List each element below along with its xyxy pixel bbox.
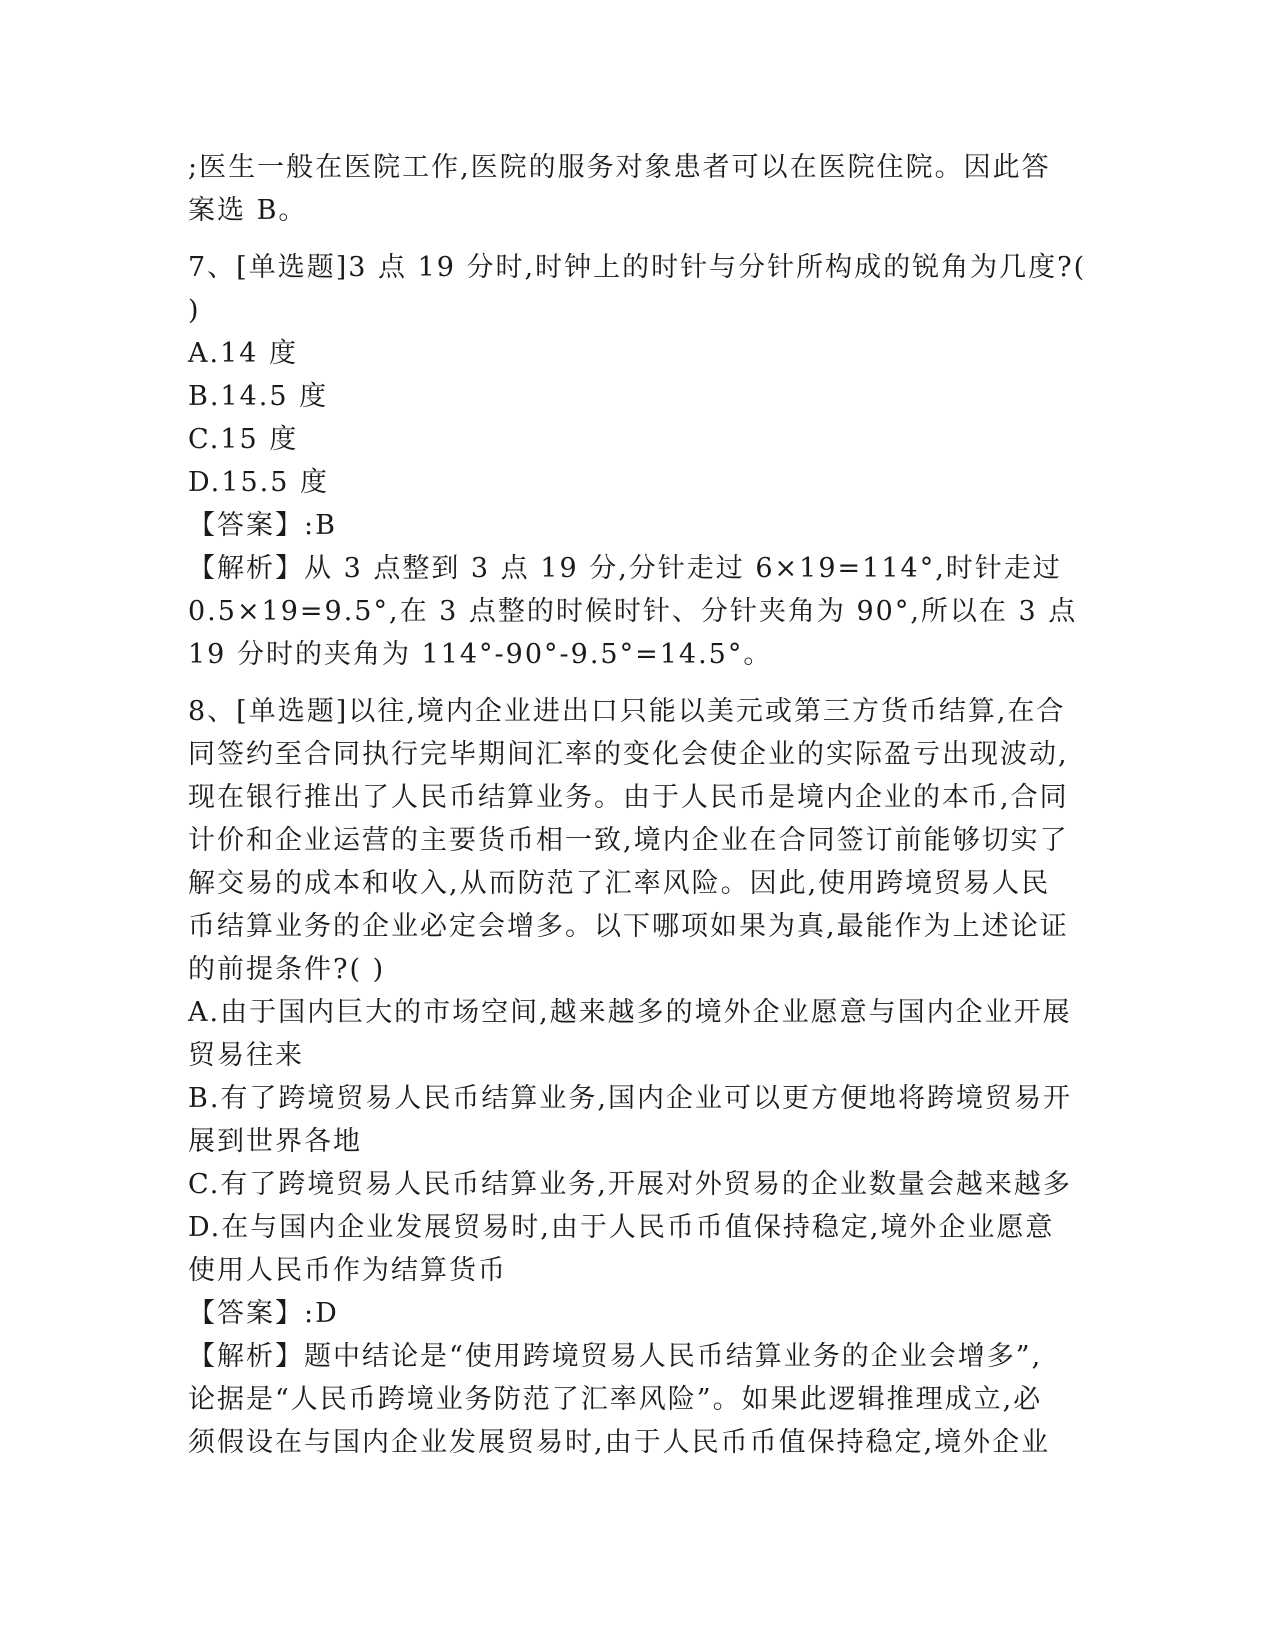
analysis-line: 须假设在与国内企业发展贸易时,由于人民币币值保持稳定,境外企业 (188, 1427, 1051, 1458)
previous-analysis-tail (188, 146, 1088, 232)
option-d: D.在与国内企业发展贸易时,由于人民币币值保持稳定,境外企业愿意 (188, 1212, 1055, 1243)
question-stem-line: 的前提条件?( ) (188, 954, 386, 985)
option-a: A.由于国内巨大的市场空间,越来越多的境外企业愿意与国内企业开展 (188, 997, 1072, 1028)
question-stem-line: 7、[单选题]3 点 19 分时,时钟上的时针与分针所构成的锐角为几度?( (188, 252, 1087, 283)
analysis-line: 论据是“人民币跨境业务防范了汇率风险”。如果此逻辑推理成立,必 (188, 1384, 1043, 1415)
analysis-line: 【解析】从 3 点整到 3 点 19 分,分针走过 6×19=114°,时针走过 (188, 553, 1062, 584)
analysis-line: 19 分时的夹角为 114°-90°-9.5°=14.5°。 (188, 639, 773, 670)
question-stem-line: ) (188, 295, 201, 326)
option-d: D.15.5 度 (188, 467, 329, 498)
question-7 (188, 246, 1088, 676)
text-line: 案选 B。 (188, 195, 308, 226)
question-stem-line: 币结算业务的企业必定会增多。以下哪项如果为真,最能作为上述论证 (188, 911, 1069, 942)
answer-line: 【答案】:B (188, 510, 337, 541)
document-body (188, 146, 1088, 1464)
analysis-line: 【解析】题中结论是“使用跨境贸易人民币结算业务的企业会增多”, (188, 1341, 1043, 1372)
option-c: C.15 度 (188, 424, 299, 455)
question-stem-line: 现在银行推出了人民币结算业务。由于人民币是境内企业的本币,合同 (188, 782, 1069, 813)
option-a: A.14 度 (188, 338, 299, 369)
option-c: C.有了跨境贸易人民币结算业务,开展对外贸易的企业数量会越来越多 (188, 1169, 1072, 1200)
option-b-continued: 展到世界各地 (188, 1126, 362, 1157)
answer-line: 【答案】:D (188, 1298, 339, 1329)
option-b: B.有了跨境贸易人民币结算业务,国内企业可以更方便地将跨境贸易开 (188, 1083, 1073, 1114)
option-b: B.14.5 度 (188, 381, 329, 412)
analysis-line: 0.5×19=9.5°,在 3 点整的时候时针、分针夹角为 90°,所以在 3 点 (188, 596, 1078, 627)
paragraph-gap (188, 676, 1088, 690)
question-stem-line: 计价和企业运营的主要货币相一致,境内企业在合同签订前能够切实了 (188, 825, 1069, 856)
question-8 (188, 690, 1088, 1464)
option-a-continued: 贸易往来 (188, 1040, 304, 1071)
question-stem-line: 解交易的成本和收入,从而防范了汇率风险。因此,使用跨境贸易人民 (188, 868, 1051, 899)
question-stem-line: 8、[单选题]以往,境内企业进出口只能以美元或第三方货币结算,在合 (188, 696, 1066, 727)
text-line: ;医生一般在医院工作,医院的服务对象患者可以在医院住院。因此答 (188, 152, 1051, 183)
paragraph-gap (188, 232, 1088, 246)
question-stem-line: 同签约至合同执行完毕期间汇率的变化会使企业的实际盈亏出现波动, (188, 739, 1069, 770)
option-d-continued: 使用人民币作为结算货币 (188, 1255, 507, 1286)
